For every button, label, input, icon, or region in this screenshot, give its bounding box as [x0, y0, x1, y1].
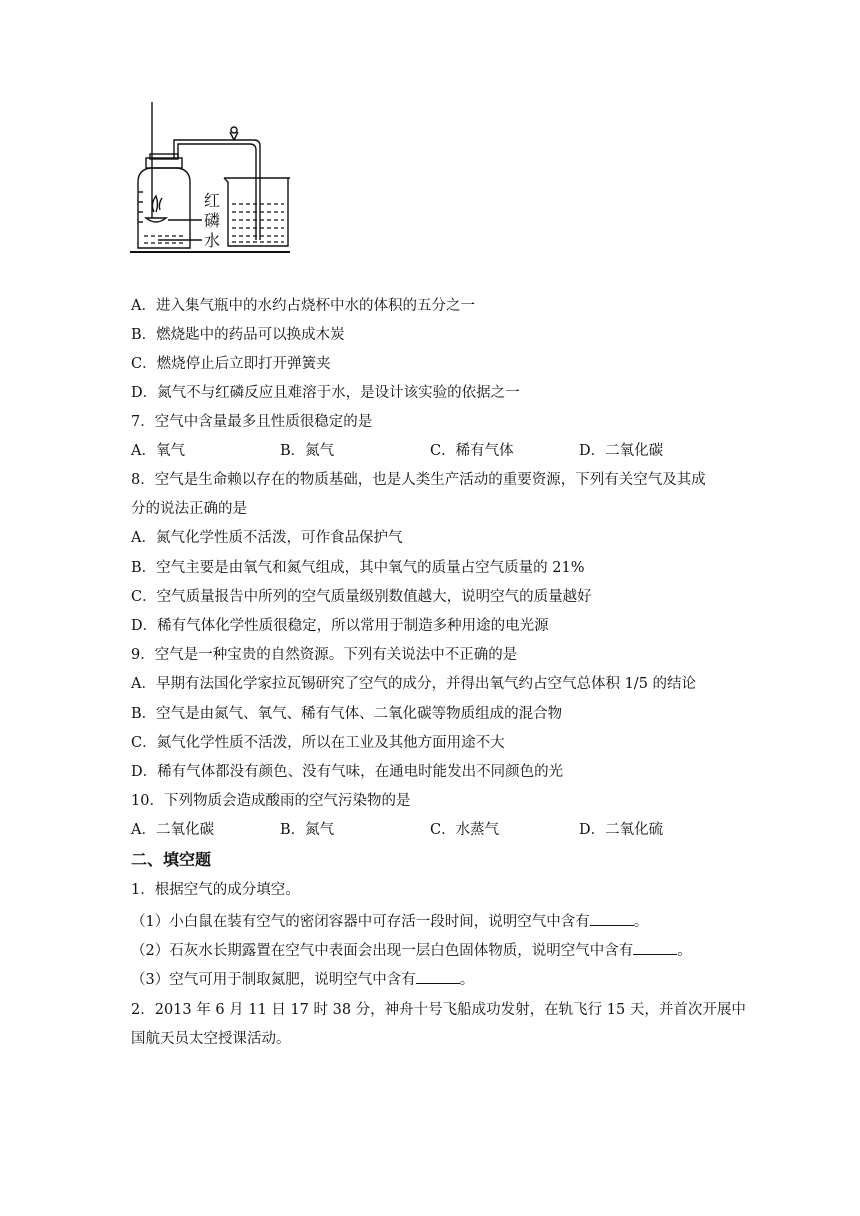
q7-option-a: A．氧气 — [131, 443, 185, 459]
q8-stem-line1: 8．空气是生命赖以存在的物质基础，也是人类生产活动的重要资源，下列有关空气及其成 — [131, 472, 706, 488]
answer-blank[interactable] — [633, 940, 677, 955]
q8-option-b: B．空气主要是由氧气和氮气组成，其中氧气的质量占空气质量的 21% — [131, 560, 585, 576]
s2-q1-part2 — [131, 940, 692, 961]
s2-q1-part1 — [131, 911, 648, 932]
section-heading-fill-in: 二、填空题 — [131, 850, 212, 869]
s2-q1-part2-text: （2）石灰水长期露置在空气中表面会出现一层白色固体物质，说明空气中含有 — [131, 943, 634, 959]
s2-q1-part1-end: 。 — [633, 914, 649, 930]
s2-q1-part3-end: 。 — [459, 972, 475, 988]
q7-option-c: C．稀有气体 — [430, 443, 514, 459]
q9-option-d: D．稀有气体都没有颜色、没有气味，在通电时能发出不同颜色的光 — [131, 764, 564, 780]
q9-option-b: B．空气是由氮气、氧气、稀有气体、二氧化碳等物质组成的混合物 — [131, 706, 563, 722]
q10-option-a: A．二氧化碳 — [131, 822, 214, 838]
q6-option-b: B．燃烧匙中的药品可以换成木炭 — [131, 327, 345, 343]
figure-label-hong: 红 — [204, 191, 221, 210]
s2-q1-part2-end: 。 — [677, 943, 692, 959]
q10-option-d: D．二氧化硫 — [579, 822, 664, 838]
figure-label-lin: 磷 — [204, 211, 221, 230]
answer-blank[interactable] — [416, 969, 460, 984]
red-phosphorus-apparatus-figure — [128, 100, 298, 260]
q7-option-b: B．氮气 — [280, 443, 335, 459]
q9-option-a: A．早期有法国化学家拉瓦锡研究了空气的成分，并得出氧气约占空气总体积 1/5 的结论 — [131, 676, 697, 692]
figure-label-shui: 水 — [204, 231, 221, 250]
s2-q1-part3 — [131, 969, 474, 990]
q7-stem: 7．空气中含量最多且性质很稳定的是 — [131, 414, 373, 430]
q7-option-d: D．二氧化碳 — [579, 443, 664, 459]
s2-q1-part3-text: （3）空气可用于制取氮肥，说明空气中含有 — [131, 972, 416, 988]
q8-option-d: D．稀有气体化学性质很稳定，所以常用于制造多种用途的电光源 — [131, 618, 549, 634]
q6-option-a: A．进入集气瓶中的水约占烧杯中水的体积的五分之一 — [131, 298, 475, 314]
s2-q2-line2: 国航天员太空授课活动。 — [131, 1031, 291, 1047]
q10-option-c: C．水蒸气 — [430, 822, 500, 838]
s2-q1-stem: 1．根据空气的成分填空。 — [131, 882, 300, 898]
q8-option-a: A．氮气化学性质不活泼，可作食品保护气 — [131, 530, 403, 546]
q10-stem: 10．下列物质会造成酸雨的空气污染物的是 — [131, 793, 411, 809]
q10-option-b: B．氮气 — [280, 822, 335, 838]
q6-option-c: C．燃烧停止后立即打开弹簧夹 — [131, 356, 331, 372]
q6-option-d: D．氮气不与红磷反应且难溶于水，是设计该实验的依据之一 — [131, 385, 520, 401]
q9-stem: 9．空气是一种宝贵的自然资源。下列有关说法中不正确的是 — [131, 647, 518, 663]
answer-blank[interactable] — [590, 911, 634, 926]
q8-option-c: C．空气质量报告中所列的空气质量级别数值越大，说明空气的质量越好 — [131, 589, 592, 605]
q9-option-c: C．氮气化学性质不活泼，所以在工业及其他方面用途不大 — [131, 735, 505, 751]
q8-stem-line2: 分的说法正确的是 — [131, 501, 247, 517]
s2-q1-part1-text: （1）小白鼠在装有空气的密闭容器中可存活一段时间，说明空气中含有 — [131, 914, 590, 930]
s2-q2-line1: 2．2013 年 6 月 11 日 17 时 38 分，神舟十号飞船成功发射，在轨飞行 15 天，并首次开展中 — [131, 1002, 746, 1018]
